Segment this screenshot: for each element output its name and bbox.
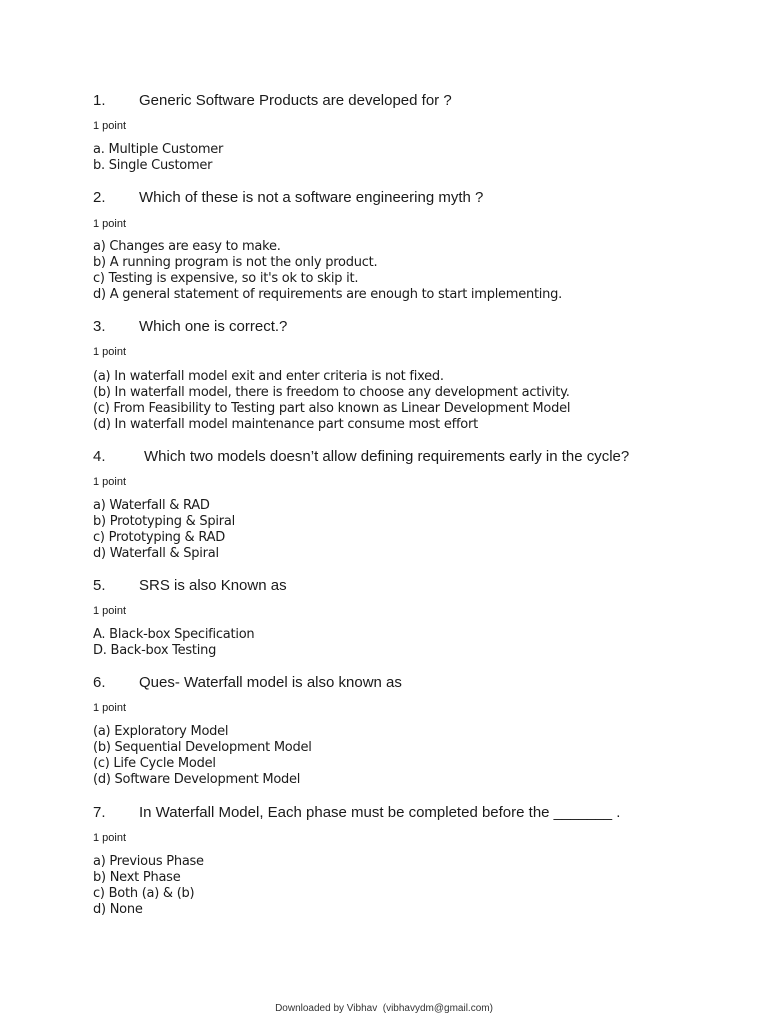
question-7-title: [93, 804, 620, 822]
question-6-text: Ques- Waterfall model is also known as: [139, 674, 402, 691]
question-1-title: [93, 92, 452, 110]
question-4-options: [93, 498, 235, 562]
question-4-number: 4.: [93, 448, 106, 465]
question-1-option-b: b. Single Customer: [93, 158, 213, 173]
question-7-option-c: c) Both (a) & (b): [93, 886, 195, 901]
question-1-option-a: a. Multiple Customer: [93, 142, 224, 157]
question-4-option-b: b) Prototyping & Spiral: [93, 514, 235, 529]
question-4-option-d: d) Waterfall & Spiral: [93, 546, 219, 561]
question-3-option-d: (d) In waterfall model maintenance part consume most effort: [93, 417, 478, 432]
question-1-text: Generic Software Products are developed for ?: [139, 92, 452, 109]
question-6-points: 1 point: [93, 702, 127, 714]
question-5-title: [93, 577, 287, 595]
question-7-option-d: d) None: [93, 902, 143, 917]
question-3-title: [93, 318, 287, 336]
question-6-options: [93, 724, 312, 788]
question-1-options: [93, 142, 223, 174]
question-3-option-c: (c) From Feasibility to Testing part also known as Linear Development Model: [93, 401, 571, 416]
question-2-option-d: d) A general statement of requirements are enough to start implementing.: [93, 287, 563, 302]
question-7-option-a: a) Previous Phase: [93, 854, 204, 869]
question-4-option-a: a) Waterfall & RAD: [93, 498, 210, 513]
question-5-number: 5.: [93, 577, 106, 594]
question-6-option-b: (b) Sequential Development Model: [93, 740, 312, 755]
download-footer: Downloaded by Vibhav (vibhavydm@gmail.com): [275, 1003, 493, 1014]
question-2-text: Which of these is not a software engineering myth ?: [139, 189, 484, 206]
question-3-text: Which one is correct.?: [139, 318, 288, 335]
question-2-number: 2.: [93, 189, 106, 206]
question-2-points: 1 point: [93, 218, 127, 230]
question-6-option-d: (d) Software Development Model: [93, 772, 301, 787]
question-5-points: 1 point: [93, 605, 127, 617]
question-3-option-b: (b) In waterfall model, there is freedom to choose any development activity.: [93, 385, 570, 400]
question-6-option-c: (c) Life Cycle Model: [93, 756, 216, 771]
question-5-option-a: A. Black-box Specification: [93, 627, 255, 642]
question-7-text: In Waterfall Model, Each phase must be completed before the _______ .: [139, 804, 621, 821]
question-4-title: [93, 448, 629, 466]
question-7-number: 7.: [93, 804, 106, 821]
question-2-option-b: b) A running program is not the only product.: [93, 255, 378, 270]
question-2-option-a: a) Changes are easy to make.: [93, 239, 281, 254]
question-5-option-d: D. Back-box Testing: [93, 643, 217, 658]
question-3-options: [93, 369, 570, 433]
question-1-number: 1.: [93, 92, 106, 109]
question-4-option-c: c) Prototyping & RAD: [93, 530, 225, 545]
question-5-text: SRS is also Known as: [139, 577, 287, 594]
question-2-option-c: c) Testing is expensive, so it's ok to skip it.: [93, 271, 359, 286]
question-4-points: 1 point: [93, 476, 127, 488]
question-7-option-b: b) Next Phase: [93, 870, 181, 885]
question-1-points: 1 point: [93, 120, 127, 132]
question-2-title: [93, 189, 483, 207]
question-6-number: 6.: [93, 674, 106, 691]
question-3-option-a: (a) In waterfall model exit and enter criteria is not fixed.: [93, 369, 444, 384]
question-3-points: 1 point: [93, 346, 127, 358]
question-3-number: 3.: [93, 318, 106, 335]
question-7-options: [93, 854, 204, 918]
question-6-option-a: (a) Exploratory Model: [93, 724, 229, 739]
question-5-options: [93, 627, 254, 659]
question-7-points: 1 point: [93, 832, 127, 844]
question-2-options: [93, 239, 562, 303]
question-6-title: [93, 674, 402, 692]
question-4-text: Which two models doesn’t allow defining requirements early in the cycle?: [144, 448, 630, 465]
